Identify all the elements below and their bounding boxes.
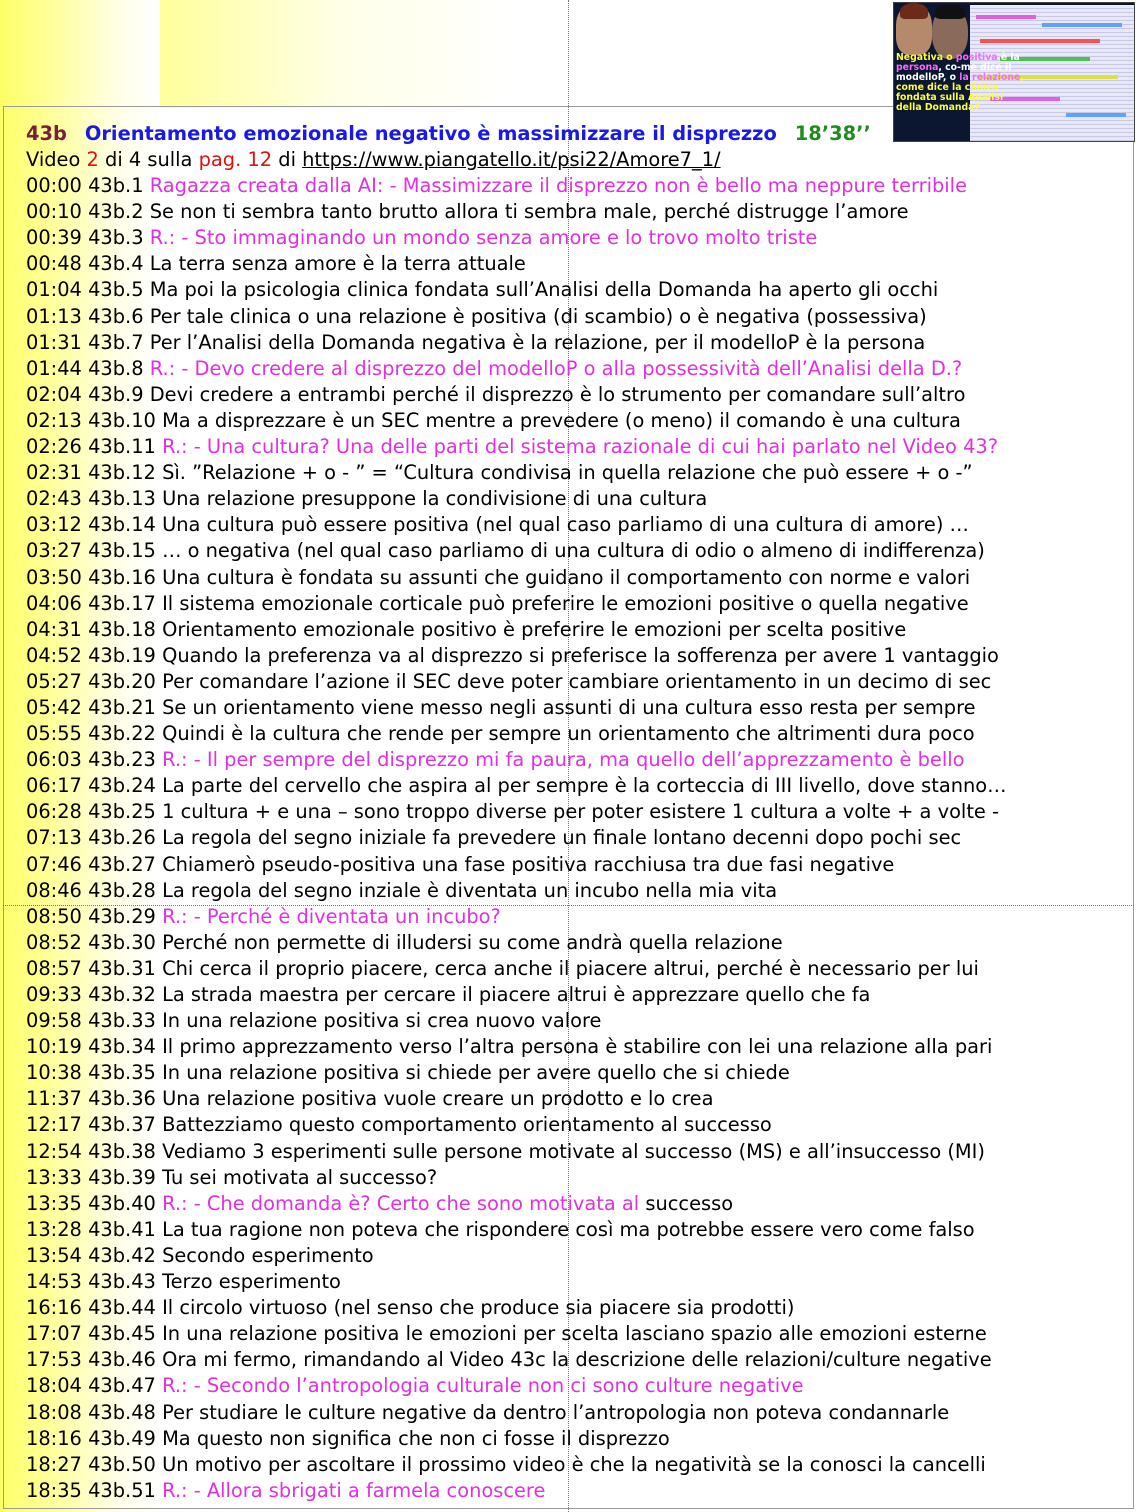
segment-code: 43b.46 [88, 1348, 156, 1372]
timeline-row[interactable] [26, 565, 1131, 591]
timeline-row[interactable] [26, 904, 1131, 930]
segment-text-main: Orientamento emozionale positivo è preferire le emozioni per scelta positive [162, 617, 907, 641]
segment-text-main: R.: - Devo credere al disprezzo del modelloP o alla possessività dell’Analisi della D.? [149, 356, 963, 380]
segment-text [162, 592, 969, 615]
segment-text-main: R.: - Secondo l’antropologia culturale non ci sono culture negative [162, 1374, 804, 1398]
segment-text-main: In una relazione positiva si crea nuovo valore [162, 1009, 602, 1033]
segment-text-main: R.: - Il per sempre del disprezzo mi fa paura, ma quello dell’apprezzamento è bello [162, 748, 965, 772]
caption-part: , co-me dice il modelloP, o [896, 62, 1012, 83]
segment-text-main: R.: - Perché è diventata un incubo? [162, 904, 501, 928]
segment-text-main: R.: - Una cultura? Una delle parti del sistema razionale di cui hai parlato nel Video 43? [162, 435, 999, 459]
segment-code: 43b.47 [88, 1374, 156, 1398]
timestamp: 07:13 [26, 826, 82, 850]
segment-text-main: Chi cerca il proprio piacere, cerca anche il piacere altrui, perché è necessario per lui [162, 956, 979, 980]
segment-text [162, 1270, 341, 1293]
segment-text-main: Una cultura può essere positiva (nel qual caso parliamo di una cultura di amore) … [162, 513, 969, 537]
segment-text [162, 1427, 670, 1450]
timeline-row[interactable] [26, 1452, 1131, 1478]
timeline-row[interactable] [26, 1086, 1131, 1112]
segment-code: 43b.13 [88, 487, 156, 511]
intro-line [26, 147, 1131, 173]
segment-text-main: Ma poi la psicologia clinica fondata sull’Analisi della Domanda ha aperto gli occhi [149, 278, 939, 302]
timestamp: 17:53 [26, 1348, 82, 1372]
segment-code: 43b.20 [88, 669, 156, 693]
segment-text [162, 1401, 949, 1424]
timestamp: 14:53 [26, 1270, 82, 1294]
timeline-row[interactable] [26, 1060, 1131, 1086]
timeline-row[interactable] [26, 1191, 1131, 1217]
source-link[interactable]: https://www.piangatello.it/psi22/Amore7_1/ [302, 148, 721, 171]
segment-text-main: R.: - Che domanda è? Certo che sono motivata al [162, 1191, 640, 1215]
timeline-row[interactable] [26, 408, 1131, 434]
timeline-row[interactable] [26, 695, 1131, 721]
segment-code: 43b.14 [88, 513, 156, 537]
timeline-row[interactable] [26, 825, 1131, 851]
segment-text [162, 487, 707, 510]
timestamp: 04:06 [26, 591, 82, 615]
timestamp: 04:31 [26, 617, 82, 641]
caption-part: , come dice la clinica fondata sulla Analisi della Domanda? [896, 72, 1024, 113]
segment-code: 43b.45 [88, 1322, 156, 1346]
timestamp: 16:16 [26, 1296, 82, 1320]
segment-code: 43b.29 [88, 904, 156, 928]
timeline-row[interactable] [26, 356, 1131, 382]
segment-text [162, 1166, 437, 1189]
segment-code: 43b.40 [88, 1191, 156, 1215]
timestamp: 13:28 [26, 1217, 82, 1241]
segment-text-main: Chiamerò pseudo-positiva una fase positiva racchiusa tra due fasi negative [162, 852, 895, 876]
timestamp: 00:10 [26, 200, 82, 224]
segment-text [162, 1061, 790, 1084]
segment-code: 43b.24 [88, 774, 156, 798]
timestamp: 06:17 [26, 774, 82, 798]
timestamp: 02:13 [26, 408, 82, 432]
timeline-row[interactable] [26, 1034, 1131, 1060]
timeline-row[interactable] [26, 878, 1131, 904]
page-label: pag. 12 [198, 148, 273, 171]
segment-text-main: R.: - Sto immaginando un mondo senza amore e lo trovo molto triste [149, 226, 818, 250]
segment-code: 43b.34 [88, 1035, 156, 1059]
timestamp: 06:03 [26, 748, 82, 772]
segment-code: 43b.33 [88, 1009, 156, 1033]
segment-text-main: Battezziamo questo comportamento orientamento al successo [162, 1113, 772, 1137]
timeline-row[interactable] [26, 512, 1131, 538]
segment-text [162, 1192, 733, 1215]
segment-code: 43b.23 [88, 748, 156, 772]
segment-text-main: Ora mi fermo, rimandando al Video 43c la descrizione delle relazioni/culture negative [162, 1348, 992, 1372]
segment-text [162, 1035, 992, 1058]
segment-code: 43b.11 [88, 435, 156, 459]
timeline-row[interactable] [26, 1400, 1131, 1426]
segment-code: 43b.38 [88, 1139, 156, 1163]
timeline-row[interactable] [26, 1112, 1131, 1138]
transcript [26, 121, 1131, 1504]
segment-code: 43b.50 [88, 1452, 156, 1476]
timeline-row[interactable] [26, 460, 1131, 486]
timeline-row[interactable] [26, 382, 1131, 408]
segment-text-main: Il primo apprezzamento verso l’altra persona è stabilire con lei una relazione alla pari [162, 1035, 993, 1059]
segment-code: 43b.21 [88, 695, 156, 719]
segment-text [162, 1479, 545, 1502]
segment-text [150, 278, 939, 301]
timestamp: 02:31 [26, 461, 82, 485]
segment-text-main: Per studiare le culture negative da dentro l’antropologia non poteva condannarle [162, 1400, 950, 1424]
segment-text [162, 696, 976, 719]
timeline-row[interactable] [26, 1008, 1131, 1034]
segment-code: 43b.15 [88, 539, 156, 563]
timestamp: 18:04 [26, 1374, 82, 1398]
segment-text-main: Ragazza creata dalla AI: - Massimizzare il disprezzo non è bello ma neppure terribile [149, 174, 968, 198]
timestamp: 09:58 [26, 1009, 82, 1033]
segment-code: 43b.1 [88, 174, 144, 198]
timeline-row[interactable] [26, 1295, 1131, 1321]
segment-text [162, 931, 783, 954]
timestamp: 13:54 [26, 1243, 82, 1267]
segment-text [162, 1218, 975, 1241]
segment-text-main: La parte del cervello che aspira al per sempre è la corteccia di III livello, dove stanno… [162, 774, 1007, 798]
timeline-row[interactable] [26, 643, 1131, 669]
segment-text-main: 1 cultura + e una – sono troppo diverse per poter esistere 1 cultura a volte + a volte - [162, 800, 1000, 824]
intro-text: di 4 sulla [98, 148, 199, 171]
timestamp: 18:08 [26, 1400, 82, 1424]
segment-code: 43b.51 [88, 1478, 156, 1502]
intro-text: Video [26, 148, 87, 171]
timestamp: 03:50 [26, 565, 82, 589]
segment-text [162, 461, 973, 484]
caption-part: la relazione [959, 72, 1021, 83]
timeline-row[interactable] [26, 225, 1131, 251]
segment-code: 43b.10 [88, 408, 156, 432]
segment-code: 43b.4 [88, 252, 144, 276]
segment-text-main: Una cultura è fondata su assunti che guidano il comportamento con norme e valori [162, 565, 971, 589]
timestamp: 12:17 [26, 1113, 82, 1137]
segment-text-tail: successo [639, 1191, 734, 1215]
timestamp: 01:04 [26, 278, 82, 302]
segment-text-main: Devi credere a entrambi perché il disprezzo è lo strumento per comandare sull’altro [149, 382, 966, 406]
segment-text [150, 357, 962, 380]
timestamp: 08:50 [26, 904, 82, 928]
segment-text [162, 1322, 987, 1345]
segment-text [162, 1244, 374, 1267]
segment-code: 43b.27 [88, 852, 156, 876]
segment-text-main: Ma questo non significa che non ci fosse il disprezzo [162, 1426, 670, 1450]
segment-code: 43b.2 [88, 200, 144, 224]
segment-text [162, 1348, 992, 1371]
segment-text [162, 618, 906, 641]
segment-code: 43b.17 [88, 591, 156, 615]
segment-text-main: … o negativa (nel qual caso parliamo di una cultura di odio o almeno di indifferenza) [162, 539, 985, 563]
caption-part: è la [997, 52, 1020, 63]
timeline-row[interactable] [26, 1478, 1131, 1504]
segment-text-main: Vediamo 3 esperimenti sulle persone motivate al successo (MS) e all’insuccesso (MI) [162, 1139, 985, 1163]
segment-text-main: Una relazione presuppone la condivisione di una cultura [162, 487, 708, 511]
segment-text-main: Il circolo virtuoso (nel senso che produce sia piacere sia prodotti) [162, 1296, 795, 1320]
timeline-row[interactable] [26, 747, 1131, 773]
segment-text-main: Se un orientamento viene messo negli assunti di una cultura esso resta per sempre [162, 695, 976, 719]
segment-text [162, 774, 1007, 797]
segment-text-main: Un motivo per ascoltare il prossimo video è che la negatività se la conosci la cancelli [162, 1452, 986, 1476]
timeline-list [26, 173, 1131, 1504]
timestamp: 06:28 [26, 800, 82, 824]
segment-code: 43b.49 [88, 1426, 156, 1450]
segment-code: 43b.31 [88, 956, 156, 980]
segment-text-main: Perché non permette di illudersi su come andrà quella relazione [162, 930, 783, 954]
segment-text-main: Terzo esperimento [162, 1270, 341, 1294]
segment-code: 43b.39 [88, 1165, 156, 1189]
segment-text [162, 409, 961, 432]
timeline-row[interactable] [26, 1243, 1131, 1269]
timeline-row[interactable] [26, 982, 1131, 1008]
timeline-row[interactable] [26, 277, 1131, 303]
segment-text-main: Una relazione positiva vuole creare un prodotto e lo crea [162, 1087, 714, 1111]
timestamp: 02:26 [26, 435, 82, 459]
timestamp: 03:27 [26, 539, 82, 563]
segment-code: 43b.43 [88, 1270, 156, 1294]
caption-part: Negativa o [896, 52, 956, 63]
caption-part: positiva [955, 52, 998, 63]
timeline-row[interactable] [26, 591, 1131, 617]
segment-text [162, 1140, 985, 1163]
segment-text [162, 539, 985, 562]
timeline-row[interactable] [26, 1269, 1131, 1295]
timeline-row[interactable] [26, 1321, 1131, 1347]
presenter-woman-image [896, 5, 932, 55]
segment-text-main: Il sistema emozionale corticale può preferire le emozioni positive o quella negative [162, 591, 969, 615]
segment-text [150, 331, 926, 354]
segment-text-main: Sì. ”Relazione + o - ” = “Cultura condivisa in quella relazione che può essere + o -” [162, 461, 973, 485]
timeline-row[interactable] [26, 486, 1131, 512]
timestamp: 08:52 [26, 930, 82, 954]
segment-code: 43b.12 [88, 461, 156, 485]
timestamp: 18:27 [26, 1452, 82, 1476]
timestamp: 09:33 [26, 983, 82, 1006]
segment-text [162, 1113, 772, 1136]
segment-text-main: Per tale clinica o una relazione è positiva (di scambio) o è negativa (possessiva) [149, 304, 927, 328]
segment-text [162, 670, 991, 693]
timestamp: 17:07 [26, 1322, 82, 1346]
segment-code: 43b.3 [88, 226, 144, 250]
segment-code: 43b.16 [88, 565, 156, 589]
timestamp: 01:31 [26, 330, 82, 354]
segment-text [162, 1087, 713, 1110]
segment-text [150, 305, 927, 328]
segment-text [162, 1374, 803, 1397]
segment-text [162, 513, 969, 536]
timestamp: 00:39 [26, 226, 82, 250]
timeline-row[interactable] [26, 251, 1131, 277]
segment-code: 43b.7 [88, 330, 144, 354]
segment-code: 43b.22 [88, 722, 156, 746]
timeline-row[interactable] [26, 930, 1131, 956]
timeline-row[interactable] [26, 330, 1131, 356]
segment-text [162, 644, 999, 667]
video-duration: 18’38’’ [794, 122, 871, 145]
timestamp: 01:13 [26, 304, 82, 328]
timestamp: 08:57 [26, 956, 82, 980]
segment-text-main: In una relazione positiva le emozioni per scelta lasciano spazio alle emozioni esterne [162, 1322, 987, 1346]
segment-text [162, 566, 970, 589]
segment-text [162, 1453, 986, 1476]
timestamp: 10:38 [26, 1061, 82, 1085]
segment-text-main: La regola del segno iniziale fa prevedere un finale lontano decenni dopo pochi sec [162, 826, 962, 850]
segment-text [162, 435, 998, 458]
timeline-row[interactable] [26, 617, 1131, 643]
timeline-row[interactable] [26, 199, 1131, 225]
caption-part: persona [896, 62, 939, 73]
segment-text-main: Quando la preferenza va al disprezzo si preferisce la sofferenza per avere 1 vantaggio [162, 643, 999, 667]
timeline-row[interactable] [26, 1217, 1131, 1243]
segment-text [150, 383, 966, 406]
segment-text-main: Per l’Analisi della Domanda negativa è la relazione, per il modelloP è la persona [149, 330, 926, 354]
timestamp: 12:54 [26, 1139, 82, 1163]
title-row [26, 121, 1131, 147]
timestamp: 11:37 [26, 1087, 82, 1111]
video-title: Orientamento emozionale negativo è massimizzare il disprezzo [84, 122, 777, 145]
intro-text: di [272, 148, 303, 171]
timeline-row[interactable] [26, 1139, 1131, 1165]
segment-code: 43b.18 [88, 617, 156, 641]
video-code: 43b [26, 122, 67, 145]
thumbnail-caption [896, 53, 1028, 113]
timestamp: 10:19 [26, 1035, 82, 1059]
timeline-row[interactable] [26, 669, 1131, 695]
timeline-row[interactable] [26, 1347, 1131, 1373]
timestamp: 05:55 [26, 722, 82, 746]
timeline-row[interactable] [26, 721, 1131, 747]
segment-text-main: La terra senza amore è la terra attuale [149, 252, 526, 276]
segment-text [162, 826, 961, 849]
segment-code: 43b.28 [88, 878, 156, 902]
segment-code: 43b.32 [88, 983, 156, 1006]
timestamp: 05:42 [26, 695, 82, 719]
segment-text-main: Quindi è la cultura che rende per sempre un orientamento che altrimenti dura poco [162, 722, 975, 746]
segment-text-main: La strada maestra per cercare il piacere altrui è apprezzare quello che fa [162, 983, 871, 1006]
segment-text [162, 983, 870, 1006]
segment-text [162, 853, 894, 876]
segment-text-main: Se non ti sembra tanto brutto allora ti sembra male, perché distrugge l’amore [149, 200, 909, 224]
segment-code: 43b.9 [88, 382, 144, 406]
segment-text [162, 879, 777, 902]
timeline-row[interactable] [26, 173, 1131, 199]
segment-text [150, 174, 967, 197]
timestamp: 13:33 [26, 1165, 82, 1189]
segment-code: 43b.37 [88, 1113, 156, 1137]
timeline-row[interactable] [26, 434, 1131, 460]
timestamp: 07:46 [26, 852, 82, 876]
segment-text-main: Ma a disprezzare è un SEC mentre a prevedere (o meno) il comando è una cultura [162, 408, 961, 432]
timestamp: 00:00 [26, 174, 82, 198]
segment-text [162, 800, 999, 823]
timeline-row[interactable] [26, 799, 1131, 825]
segment-text [150, 200, 909, 223]
segment-code: 43b.30 [88, 930, 156, 954]
segment-code: 43b.35 [88, 1061, 156, 1085]
timeline-row[interactable] [26, 852, 1131, 878]
segment-code: 43b.5 [88, 278, 144, 302]
segment-text [162, 1009, 601, 1032]
timeline-row[interactable] [26, 773, 1131, 799]
timeline-row[interactable] [26, 1373, 1131, 1399]
segment-text [150, 226, 818, 249]
segment-text [162, 722, 975, 745]
segment-text-main: R.: - Allora sbrigati a farmela conoscere [162, 1478, 546, 1502]
segment-text-main: La regola del segno inziale è diventata un incubo nella mia vita [162, 878, 778, 902]
timestamp: 05:27 [26, 669, 82, 693]
timestamp: 18:35 [26, 1478, 82, 1502]
segment-code: 43b.44 [88, 1296, 156, 1320]
segment-code: 43b.36 [88, 1087, 156, 1111]
segment-code: 43b.42 [88, 1243, 156, 1267]
timestamp: 04:52 [26, 643, 82, 667]
segment-code: 43b.6 [88, 304, 144, 328]
timeline-row[interactable] [26, 304, 1131, 330]
timeline-row[interactable] [26, 956, 1131, 982]
segment-text [162, 957, 979, 980]
segment-text-main: Per comandare l’azione il SEC deve poter cambiare orientamento in un decimo di sec [162, 669, 992, 693]
timestamp: 03:12 [26, 513, 82, 537]
segment-code: 43b.8 [88, 356, 144, 380]
segment-text-main: Secondo esperimento [162, 1243, 374, 1267]
video-number: 2 [86, 148, 99, 171]
timestamp: 01:44 [26, 356, 82, 380]
timeline-row[interactable] [26, 538, 1131, 564]
segment-text [150, 252, 526, 275]
segment-code: 43b.25 [88, 800, 156, 824]
segment-text [162, 748, 964, 771]
timestamp: 02:04 [26, 382, 82, 406]
segment-text [162, 905, 501, 928]
timeline-row[interactable] [26, 1165, 1131, 1191]
segment-text-main: La tua ragione non poteva che rispondere così ma potrebbe essere vero come falso [162, 1217, 975, 1241]
segment-code: 43b.26 [88, 826, 156, 850]
segment-code: 43b.48 [88, 1400, 156, 1424]
timestamp: 13:35 [26, 1191, 82, 1215]
segment-text [162, 1296, 794, 1319]
segment-text-main: Tu sei motivata al successo? [162, 1165, 438, 1189]
segment-code: 43b.41 [88, 1217, 156, 1241]
timestamp: 08:46 [26, 878, 82, 902]
timestamp: 00:48 [26, 252, 82, 276]
timestamp: 18:16 [26, 1426, 82, 1450]
timeline-row[interactable] [26, 1426, 1131, 1452]
timestamp: 02:43 [26, 487, 82, 511]
segment-code: 43b.19 [88, 643, 156, 667]
segment-text-main: In una relazione positiva si chiede per avere quello che si chiede [162, 1061, 790, 1085]
